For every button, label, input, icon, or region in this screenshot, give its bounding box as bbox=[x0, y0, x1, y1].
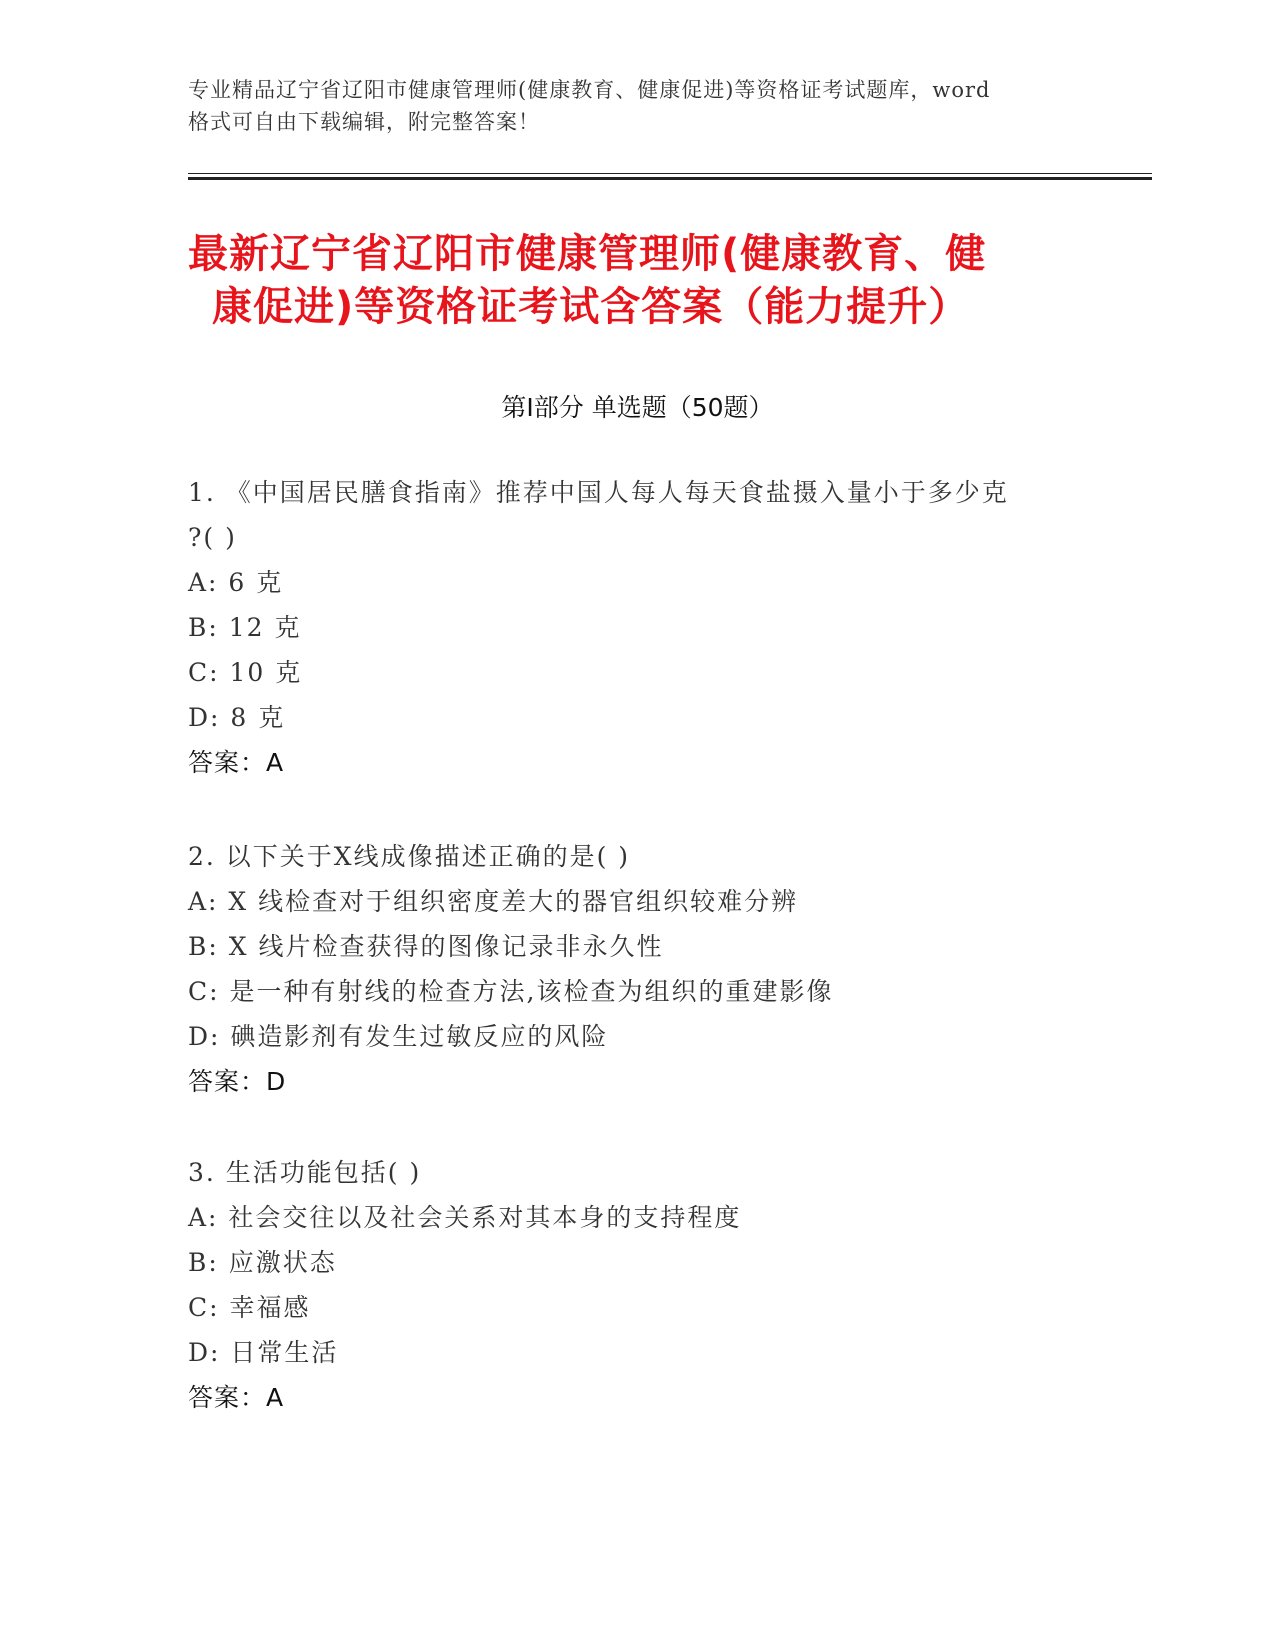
answer: 答案：A bbox=[188, 748, 285, 777]
document-title-line-2: 康促进)等资格证考试含答案（能力提升） bbox=[212, 284, 970, 330]
question-1 bbox=[188, 470, 1088, 785]
header-divider-thin bbox=[188, 173, 1152, 174]
option-a: A: 6 克 bbox=[188, 568, 284, 597]
option-b: B: 12 克 bbox=[188, 613, 302, 642]
option-c: C: 10 克 bbox=[188, 658, 303, 687]
option-a: A: X 线检查对于组织密度差大的器官组织较难分辨 bbox=[188, 887, 799, 916]
option-c: C: 是一种有射线的检查方法,该检查为组织的重建影像 bbox=[188, 977, 834, 1006]
question-stem: 3. 生活功能包括( ) bbox=[188, 1158, 422, 1187]
option-d: D: 8 克 bbox=[188, 703, 286, 732]
header-note bbox=[188, 74, 1088, 138]
answer: 答案：A bbox=[188, 1383, 285, 1412]
header-note-line-2: 格式可自由下载编辑，附完整答案！ bbox=[188, 110, 540, 134]
option-d: D: 日常生活 bbox=[188, 1338, 339, 1367]
header-divider-thick bbox=[188, 177, 1152, 180]
question-2 bbox=[188, 834, 1088, 1104]
section-title: 第Ⅰ部分 单选题（50题） bbox=[501, 393, 774, 422]
document-title-line-1: 最新辽宁省辽阳市健康管理师(健康教育、健 bbox=[188, 231, 987, 277]
question-stem: 2. 以下关于X线成像描述正确的是( ) bbox=[188, 842, 631, 871]
question-stem-continued: ?( ) bbox=[188, 523, 237, 552]
option-a: A: 社会交往以及社会关系对其本身的支持程度 bbox=[188, 1203, 742, 1232]
option-d: D: 碘造影剂有发生过敏反应的风险 bbox=[188, 1022, 609, 1051]
document-title bbox=[188, 228, 1088, 334]
header-note-line-1: 专业精品辽宁省辽阳市健康管理师(健康教育、健康促进)等资格证考试题库，word bbox=[188, 78, 991, 102]
question-stem: 1. 《中国居民膳食指南》推荐中国人每人每天食盐摄入量小于多少克 bbox=[188, 478, 1009, 507]
question-3 bbox=[188, 1150, 1088, 1420]
option-b: B: X 线片检查获得的图像记录非永久性 bbox=[188, 932, 664, 961]
option-b: B: 应激状态 bbox=[188, 1248, 337, 1277]
answer: 答案：D bbox=[188, 1067, 287, 1096]
option-c: C: 幸福感 bbox=[188, 1293, 311, 1322]
